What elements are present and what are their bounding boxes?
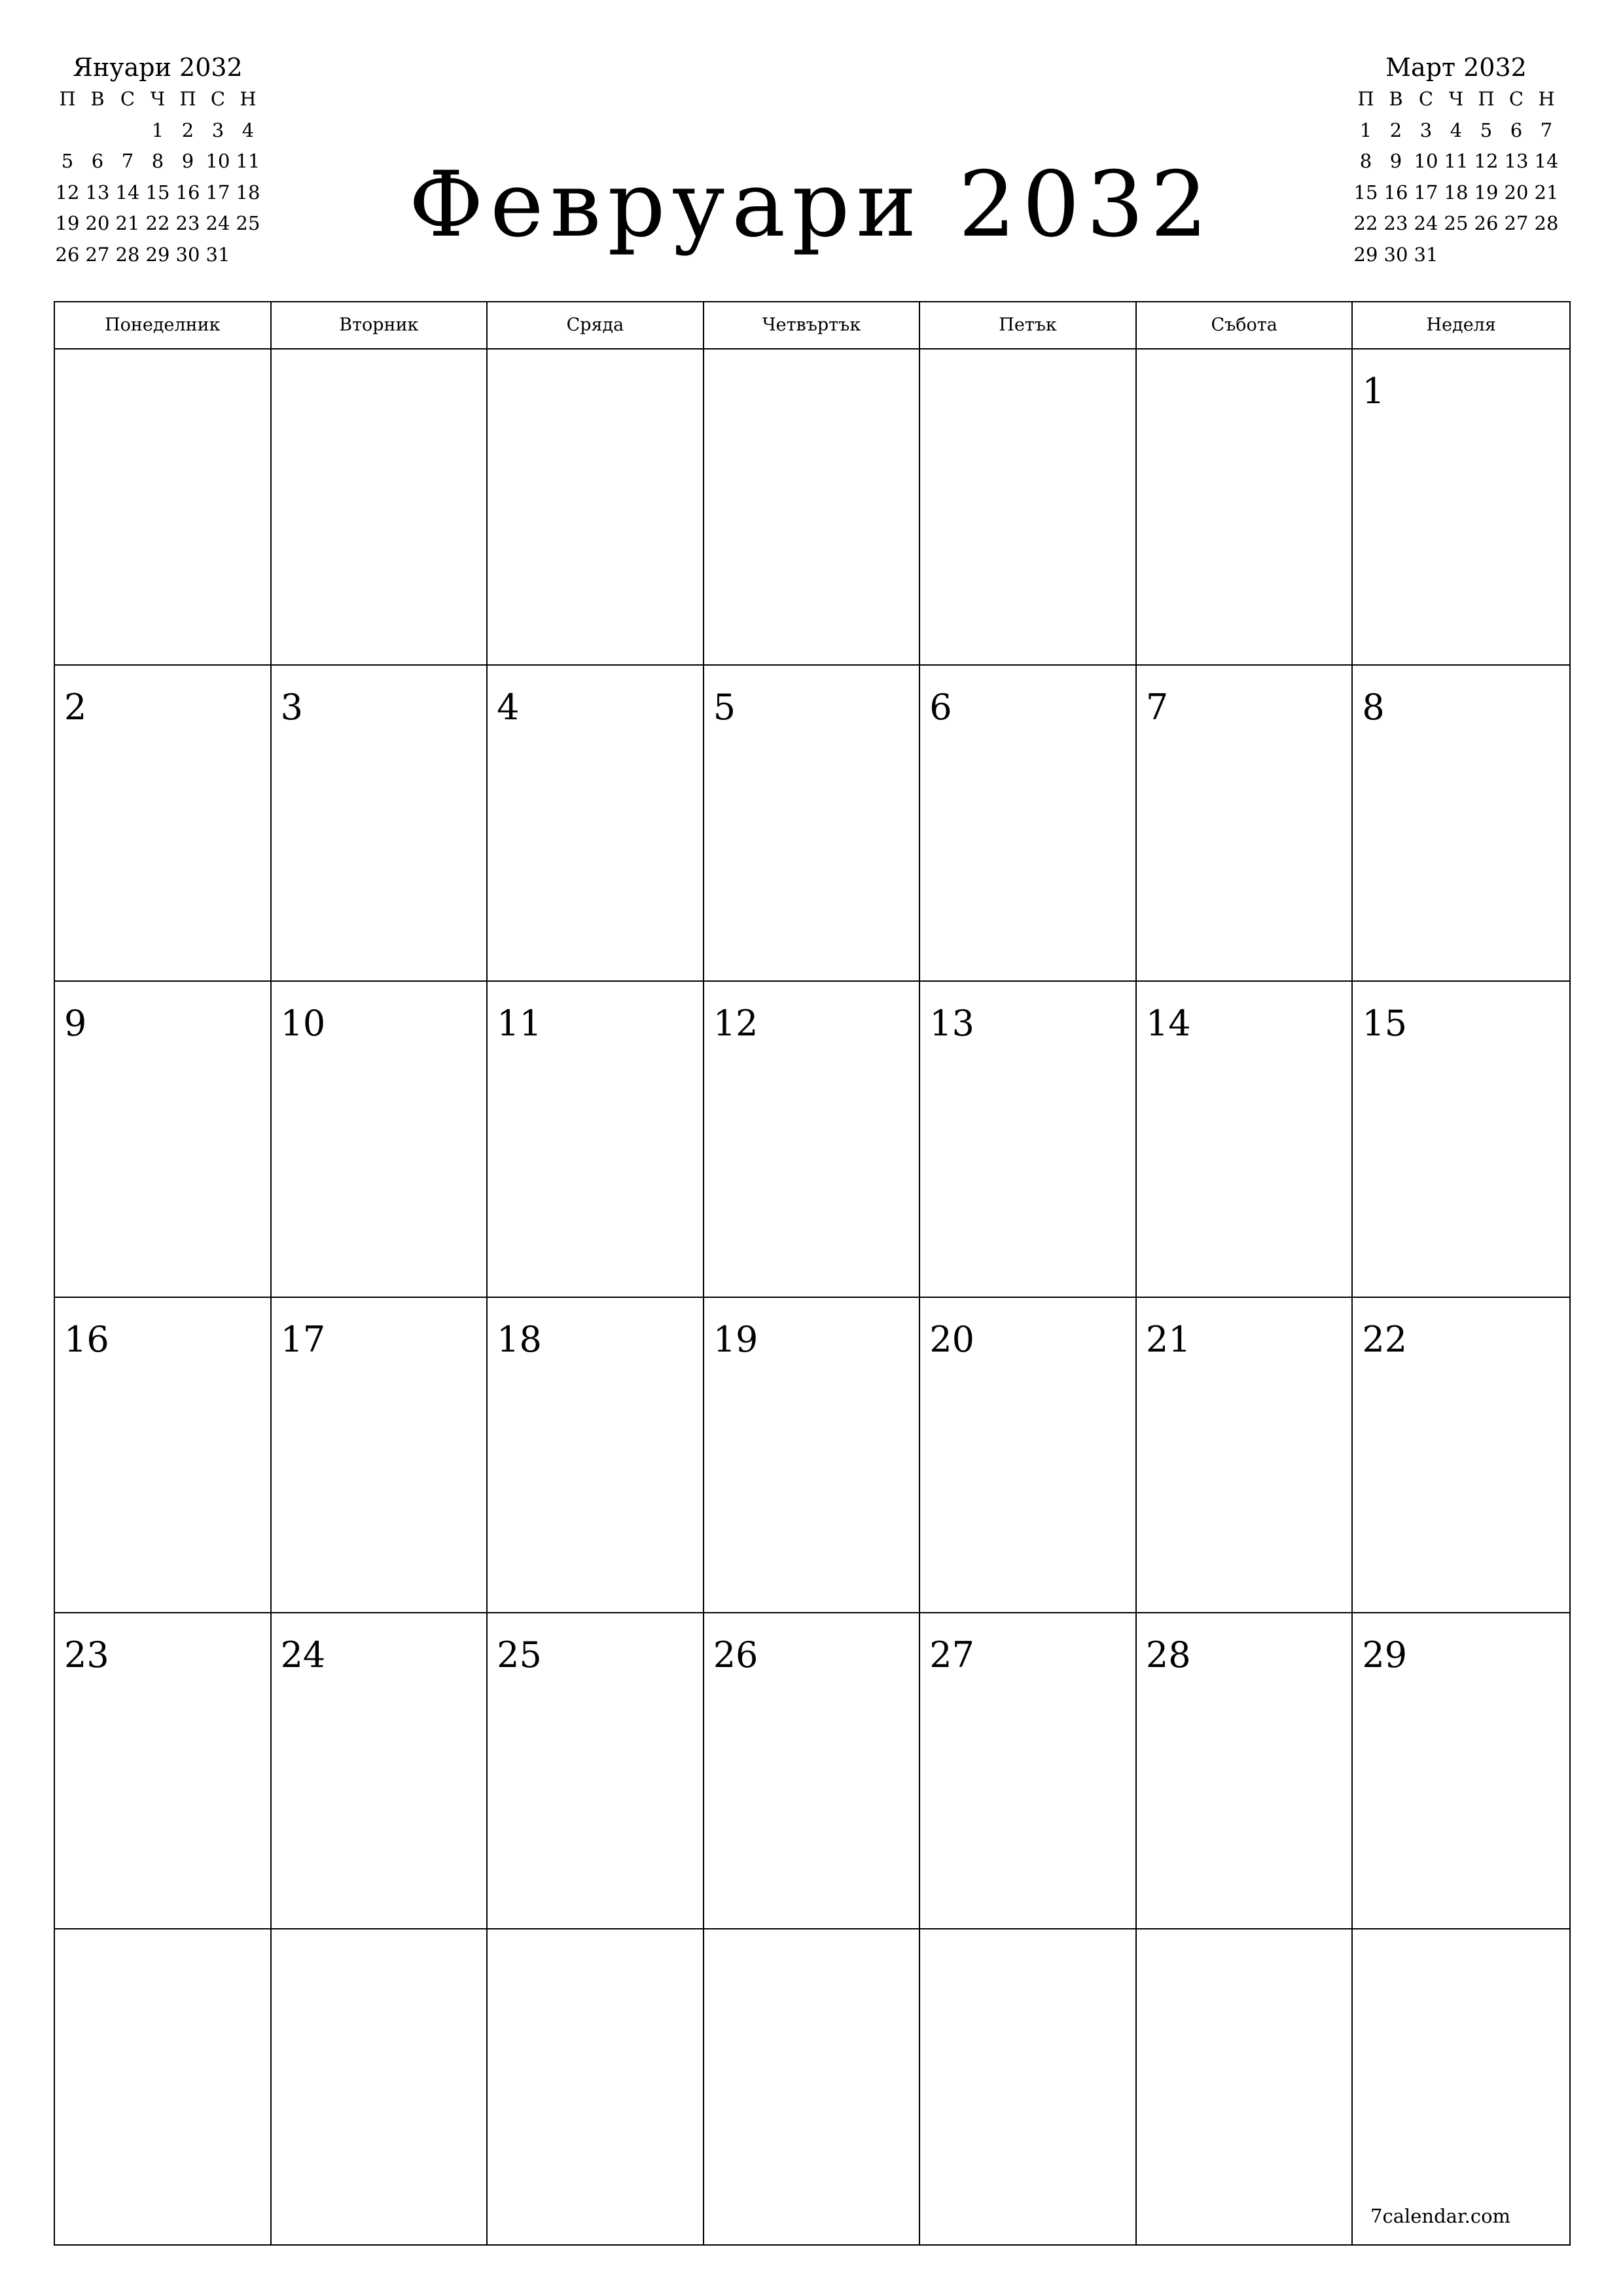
day-cell[interactable] — [55, 982, 272, 1298]
mini-day: 12 — [1474, 150, 1499, 172]
mini-day: 7 — [121, 150, 134, 172]
day-number: 15 — [1362, 1002, 1408, 1044]
day-number: 20 — [929, 1318, 974, 1360]
mini-day: 5 — [61, 150, 74, 172]
day-number: 6 — [929, 686, 952, 728]
day-cell[interactable] — [1353, 1929, 1569, 2246]
mini-weekday-label: П — [1478, 88, 1495, 110]
day-number: 29 — [1362, 1634, 1408, 1676]
mini-calendar-next — [1351, 51, 1561, 270]
day-cell[interactable] — [920, 1613, 1137, 1929]
mini-day: 17 — [1414, 181, 1438, 204]
mini-weekday-label: В — [90, 88, 105, 110]
mini-day: 17 — [205, 181, 230, 204]
mini-weekday-label: Н — [1538, 88, 1555, 110]
mini-day: 18 — [1444, 181, 1469, 204]
day-cell[interactable] — [55, 1613, 272, 1929]
mini-day — [52, 115, 82, 147]
day-number: 17 — [280, 1318, 326, 1360]
day-cell[interactable] — [704, 1613, 921, 1929]
mini-day: 31 — [1414, 243, 1438, 266]
mini-day: 20 — [1504, 181, 1529, 204]
day-number: 5 — [713, 686, 736, 728]
mini-weekday-label: В — [1389, 88, 1403, 110]
mini-day: 25 — [236, 212, 260, 234]
day-number: 1 — [1362, 370, 1385, 412]
day-number: 27 — [929, 1634, 974, 1676]
weekday-header: Сряда — [488, 302, 704, 348]
mini-weekday-label: Ч — [1448, 88, 1464, 110]
mini-day: 8 — [151, 150, 164, 172]
mini-day: 27 — [85, 243, 110, 266]
mini-day: 16 — [175, 181, 200, 204]
day-number: 9 — [64, 1002, 87, 1044]
mini-day: 28 — [115, 243, 140, 266]
day-cell[interactable] — [704, 1298, 921, 1614]
day-cell[interactable] — [272, 666, 488, 982]
mini-day: 13 — [1504, 150, 1529, 172]
weekday-header: Понеделник — [55, 302, 272, 348]
mini-day: 24 — [1414, 212, 1438, 234]
mini-weekday-label: С — [120, 88, 135, 110]
mini-day: 20 — [85, 212, 110, 234]
mini-day: 12 — [55, 181, 80, 204]
month-grid — [54, 301, 1571, 2246]
day-cell[interactable] — [1137, 666, 1353, 982]
mini-day: 27 — [1504, 212, 1529, 234]
day-number: 24 — [280, 1634, 326, 1676]
mini-day: 14 — [115, 181, 140, 204]
mini-weekday-label: Н — [240, 88, 257, 110]
day-number: 3 — [280, 686, 303, 728]
day-cell[interactable] — [1353, 1298, 1569, 1614]
day-cell[interactable] — [704, 350, 921, 666]
mini-weekday-label: С — [1508, 88, 1524, 110]
mini-weekday-label: П — [59, 88, 76, 110]
mini-day: 11 — [236, 150, 260, 172]
weekday-header: Петък — [920, 302, 1137, 348]
mini-day: 3 — [1419, 118, 1433, 141]
mini-day: 10 — [1414, 150, 1438, 172]
mini-weekday-label: С — [210, 88, 226, 110]
day-cell[interactable] — [704, 666, 921, 982]
day-number: 25 — [497, 1634, 542, 1676]
mini-day: 16 — [1383, 181, 1408, 204]
day-number: 12 — [713, 1002, 758, 1044]
mini-day: 1 — [1359, 118, 1372, 141]
mini-day: 19 — [1474, 181, 1499, 204]
day-cell[interactable] — [920, 1298, 1137, 1614]
mini-day: 29 — [145, 243, 170, 266]
day-cell[interactable] — [920, 666, 1137, 982]
day-cell[interactable] — [488, 1613, 704, 1929]
mini-day: 22 — [145, 212, 170, 234]
mini-day — [82, 115, 113, 147]
mini-calendar-title: Март 2032 — [1385, 53, 1527, 82]
day-number: 21 — [1145, 1318, 1191, 1360]
page-title: Февруари 2032 — [408, 152, 1215, 257]
mini-day: 23 — [1383, 212, 1408, 234]
mini-day: 6 — [91, 150, 104, 172]
mini-day: 3 — [211, 118, 224, 141]
mini-day: 14 — [1534, 150, 1559, 172]
mini-day: 28 — [1534, 212, 1559, 234]
day-number: 28 — [1145, 1634, 1191, 1676]
mini-day: 9 — [1389, 150, 1402, 172]
mini-calendar-grid — [1351, 84, 1561, 270]
mini-day: 2 — [181, 118, 194, 141]
mini-day: 19 — [55, 212, 80, 234]
day-cell[interactable] — [1353, 1613, 1569, 1929]
day-number: 13 — [929, 1002, 974, 1044]
mini-day: 29 — [1353, 243, 1378, 266]
mini-day: 21 — [1534, 181, 1559, 204]
mini-day — [1471, 240, 1501, 271]
day-number: 7 — [1145, 686, 1169, 728]
mini-day: 24 — [205, 212, 230, 234]
day-cell[interactable] — [488, 1929, 704, 2246]
mini-calendar-title: Януари 2032 — [73, 53, 243, 82]
day-cell[interactable] — [488, 982, 704, 1298]
mini-day: 26 — [55, 243, 80, 266]
day-cell[interactable] — [488, 1298, 704, 1614]
mini-day: 21 — [115, 212, 140, 234]
day-cell[interactable] — [1137, 1613, 1353, 1929]
day-number: 23 — [64, 1634, 109, 1676]
day-number: 22 — [1362, 1318, 1408, 1360]
day-cell[interactable] — [272, 350, 488, 666]
day-cell[interactable] — [1137, 982, 1353, 1298]
mini-day — [1441, 240, 1471, 271]
mini-day: 4 — [241, 118, 255, 141]
day-cell[interactable] — [920, 982, 1137, 1298]
mini-day — [113, 115, 143, 147]
mini-day: 22 — [1353, 212, 1378, 234]
day-number: 14 — [1145, 1002, 1191, 1044]
mini-day: 8 — [1359, 150, 1372, 172]
mini-day — [1501, 240, 1531, 271]
mini-day: 2 — [1389, 118, 1402, 141]
day-cell[interactable] — [272, 982, 488, 1298]
day-cell[interactable] — [920, 1929, 1137, 2246]
day-cell[interactable] — [55, 350, 272, 666]
mini-day: 11 — [1444, 150, 1469, 172]
day-cell[interactable] — [1137, 350, 1353, 666]
weekday-header: Събота — [1137, 302, 1353, 348]
day-cell[interactable] — [55, 1929, 272, 2246]
mini-weekday-label: П — [1357, 88, 1374, 110]
day-number: 2 — [64, 686, 87, 728]
day-cell[interactable] — [488, 350, 704, 666]
mini-day: 18 — [236, 181, 260, 204]
mini-day — [1531, 240, 1561, 271]
day-number: 11 — [497, 1002, 542, 1044]
day-cell[interactable] — [1353, 666, 1569, 982]
mini-day: 4 — [1450, 118, 1463, 141]
mini-day: 15 — [1353, 181, 1378, 204]
day-cell[interactable] — [272, 1613, 488, 1929]
mini-weekday-label: С — [1418, 88, 1434, 110]
weekday-header: Четвъртък — [704, 302, 921, 348]
mini-day: 7 — [1540, 118, 1553, 141]
day-cell[interactable] — [488, 666, 704, 982]
mini-day: 30 — [175, 243, 200, 266]
mini-day: 13 — [85, 181, 110, 204]
mini-day: 30 — [1383, 243, 1408, 266]
day-cell[interactable] — [272, 1298, 488, 1614]
mini-day: 5 — [1480, 118, 1493, 141]
weeks-grid — [55, 350, 1569, 2246]
mini-day: 10 — [205, 150, 230, 172]
day-number: 10 — [280, 1002, 326, 1044]
mini-day: 6 — [1510, 118, 1523, 141]
day-number: 16 — [64, 1318, 109, 1360]
weekday-header-row — [55, 302, 1569, 350]
day-cell[interactable] — [1353, 350, 1569, 666]
mini-weekday-label: П — [179, 88, 196, 110]
day-number: 26 — [713, 1634, 758, 1676]
weekday-header: Неделя — [1426, 315, 1496, 335]
day-cell[interactable] — [55, 666, 272, 982]
mini-day: 23 — [175, 212, 200, 234]
mini-day: 25 — [1444, 212, 1469, 234]
day-cell[interactable] — [920, 350, 1137, 666]
day-number: 19 — [713, 1318, 758, 1360]
mini-day: 1 — [151, 118, 164, 141]
site-credit: 7calendar.com — [1370, 2205, 1511, 2227]
day-number: 8 — [1362, 686, 1385, 728]
day-number: 18 — [497, 1318, 542, 1360]
day-cell[interactable] — [704, 1929, 921, 2246]
weekday-header: Вторник — [272, 302, 488, 348]
day-cell[interactable] — [1137, 1929, 1353, 2246]
mini-weekday-label: Ч — [150, 88, 166, 110]
day-cell[interactable] — [704, 982, 921, 1298]
mini-day: 15 — [145, 181, 170, 204]
day-cell[interactable] — [1137, 1298, 1353, 1614]
day-cell[interactable] — [1353, 982, 1569, 1298]
mini-day: 9 — [181, 150, 194, 172]
day-cell[interactable] — [55, 1298, 272, 1614]
mini-day: 26 — [1474, 212, 1499, 234]
day-cell[interactable] — [272, 1929, 488, 2246]
mini-day: 31 — [205, 243, 230, 266]
day-number: 4 — [497, 686, 520, 728]
